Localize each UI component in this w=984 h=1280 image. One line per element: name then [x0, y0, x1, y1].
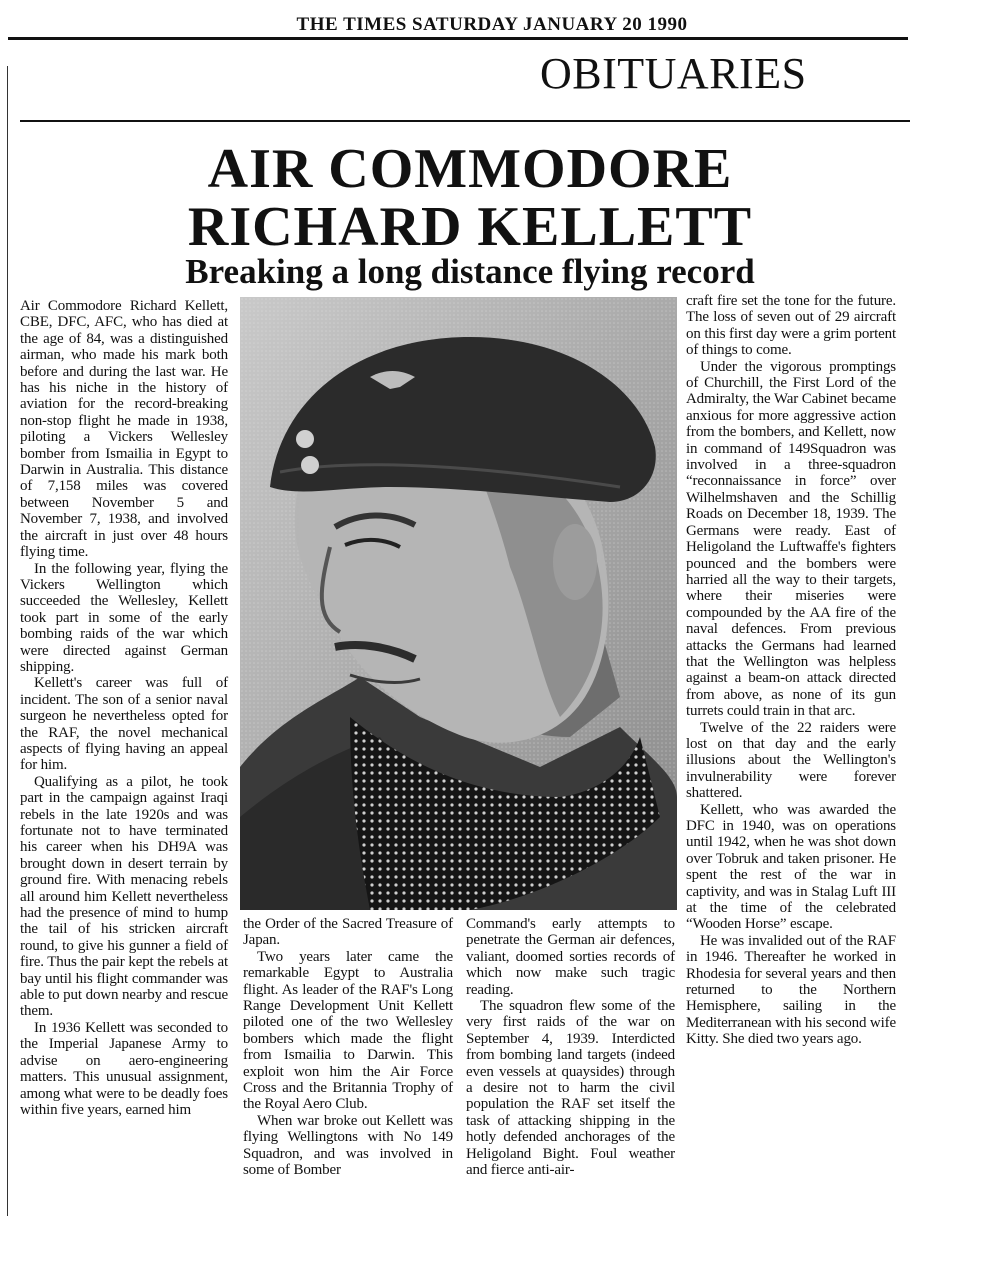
paragraph: Qualifying as a pilot, he took part in the campaign against Iraqi rebels in the late 1920s and was fortunate not to have terminated his career when his DH9A was brought down in desert terrain by ground fire. With menacing rebels all around him Kellett nevertheless had the presence of mind to hump the tail of his stricken aircraft round, to give his gunner a field of fire. Thus the pair kept the rebels at bay until his flight commander was able to put down nearby and rescue them. — [20, 773, 228, 1020]
paragraph: In 1936 Kellett was seconded to the Imperial Japanese Army to advise on aero-engineering matters. This unusual assignment, among what were to be deadly foes within five years, earned him — [20, 1019, 228, 1118]
subheadline: Breaking a long distance flying record — [185, 252, 755, 291]
masthead: THE TIMES SATURDAY JANUARY 20 1990 — [296, 14, 688, 35]
paragraph: Twelve of the 22 raiders were lost on that day and the early illusions about the Wellington's invulnerability were forever shattered. — [686, 719, 896, 802]
paragraph: Air Commodore Richard Kellett, CBE, DFC, AFC, who has died at the age of 84, was a distinguished airman, who made his mark both before and during the last war. He has his niche in the history of aviation for the record-breaking non-stop flight he made in 1938, piloting a Vickers Wellesley bomber from Ismailia in Egypt to Darwin in Australia. This distance of 7,158 miles was covered between November 5 and November 7, 1938, and involved the aircraft in just over 48 hours flying time. — [20, 298, 228, 561]
paragraph: The squadron flew some of the very first raids of the war on September 4, 1939. Interdicted from bombing land targets (indeed even vessels at quaysides) through a desire not to harm the civil population the RAF set itself the task of attacking shipping in the hotly defended anchorages of the Heligoland Bight. Foul weather and fierce anti-air- — [466, 998, 675, 1179]
paragraph: Command's early attempts to penetrate the German air defences, valiant, doomed sorties records of which now make such tragic reading. — [466, 916, 675, 998]
article-column-2 — [243, 916, 453, 1179]
paragraph: craft fire set the tone for the future. The loss of seven out of 29 aircraft on this first day were a grim portent of things to come. — [686, 293, 896, 359]
paragraph: In the following year, flying the Vickers Wellington which succeeded the Wellesley, Kellett took part in some of the early bombing raids of the war which were directed against German shipping. — [20, 560, 228, 675]
paragraph: the Order of the Sacred Treasure of Japan. — [243, 916, 453, 949]
headline-line-1: AIR COMMODORE — [207, 138, 733, 200]
article-column-1 — [20, 298, 228, 1118]
masthead-rule — [8, 37, 908, 40]
paragraph: Kellett's career was full of incident. The son of a senior naval surgeon he nevertheless opted for the RAF, the novel mechanical aspects of flying having an appeal for him. — [20, 675, 228, 774]
paragraph: When war broke out Kellett was flying Wellingtons with No 149 Squadron, and was involved in some of Bomber — [243, 1112, 453, 1179]
section-title: OBITUARIES — [540, 49, 807, 98]
paragraph: He was invalided out of the RAF in 1946. Thereafter he worked in Rhodesia for several years and then returned to the Northern Hemisphere, sailing in the Mediterranean with his second wife Kitty. She died two years ago. — [686, 932, 896, 1048]
paragraph: Two years later came the remarkable Egypt to Australia flight. As leader of the RAF's Long Range Development Unit Kellett piloted one of the two Wellesley bombers which made the flight from Ismailia to Darwin. This exploit won him the Air Force Cross and the Britannia Trophy of the Royal Aero Club. — [243, 948, 453, 1113]
portrait-illustration — [240, 297, 677, 910]
headline-line-2: RICHARD KELLETT — [187, 196, 753, 258]
headline — [150, 140, 790, 256]
article-column-4 — [686, 293, 896, 1048]
paragraph: Kellett, who was awarded the DFC in 1940, was on operations until 1942, when he was shot down over Tobruk and taken prisoner. He spent the rest of the war in captivity, and was in Stalag Luft III at the time of the celebrated “Wooden Horse” escape. — [686, 801, 896, 933]
left-border — [7, 66, 8, 1216]
paragraph: Under the vigorous promptings of Churchill, the First Lord of the Admiralty, the War Cabinet became anxious for more aggressive action from the bombers, and Kellett, now in command of 149Squadron was involved in a three-squadron “reconnaissance in force” over Wilhelmshaven and the Schillig Roads on December 18, 1939. The Germans were ready. East of Heligoland the Luftwaffe's fighters pounced and the bombers were harried all the way to their targets, where their miseries were compounded by the AA fire of the naval defences. From previous attacks the Germans had learned that the Wellington was helpless against a beam-on attack directed from above, as none of its gun turrets could train in that arc. — [686, 358, 896, 720]
portrait-photo — [240, 297, 677, 910]
article-column-3 — [466, 916, 675, 1179]
section-rule — [20, 120, 910, 122]
